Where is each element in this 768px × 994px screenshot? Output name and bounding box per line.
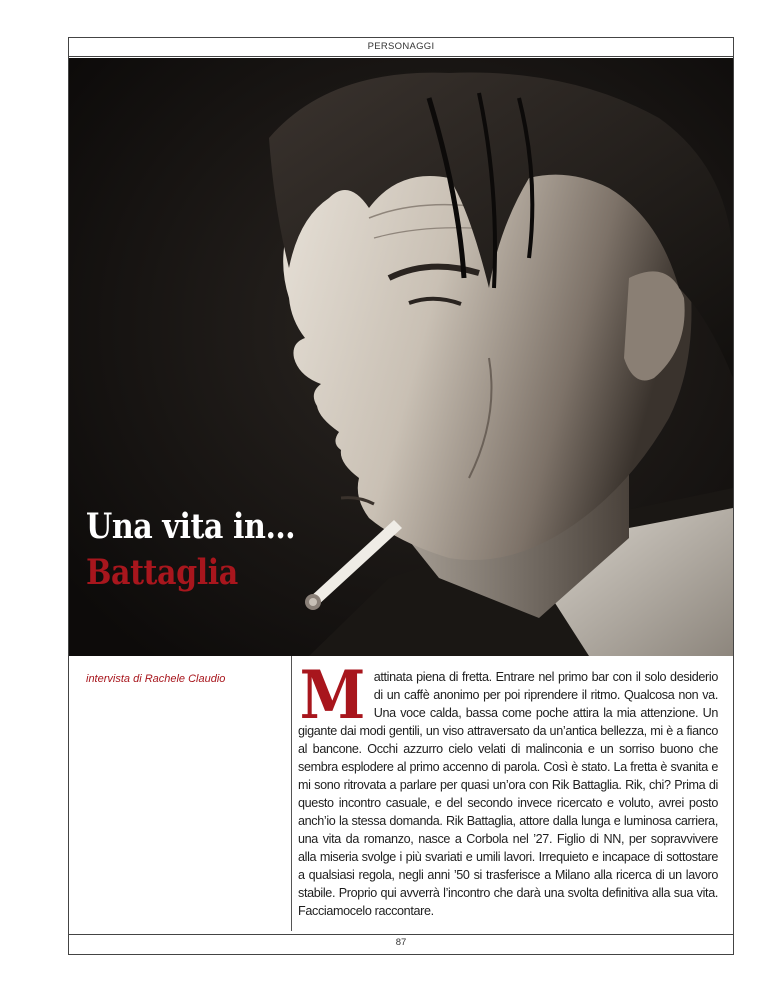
article-title [86,504,396,596]
page-number: 87 [395,937,407,948]
section-header: PERSONAGGI [68,37,734,57]
footer-rule [68,934,734,935]
article-body [298,656,718,920]
byline: intervista di Rachele Claudio [86,673,226,685]
article-text: attinata piena di fretta. Entrare nel primo bar con il solo desiderio di un caffè anonimo per poi riprendere il ritmo. Qualcosa non va. Una voce calda, bassa come poche attira la mia attenzione. Un gigante dai modi gentili, un viso attraversato da un’antica bellezza, mi è a fianco al bancone. Occhi azzurro cielo velati di malinconia e un sorriso buono che sembra esplodere al primo accenno di parola. Così è stato. La fretta è svanita e mi sono ritrovata a parlare per quasi un’ora con Rik Battaglia. Rik, chi? Prima di questo incontro casuale, e del secondo invece ricercato e voluto, avrei posto anch’io la stessa domanda. Rik Battaglia, attore dalla lunga e luminosa carriera, una vita da romanzo, nasce a Corbola nel ’27. Figlio di NN, per sopravvivere alla miseria svolge i più svariati e umili lavori. Irrequieto e incapace di sottostare a qualsiasi regola, negli anni ’50 si trasferisce a Milano alla ricerca di un lavoro stabile. Proprio qui avverrà l’incontro che darà una svolta definitiva alla sua vita. Facciamocelo raccontare. [298,670,718,918]
drop-cap: M [299,656,366,734]
column-divider [291,656,292,931]
title-line-2: Battaglia [86,552,238,593]
title-line-1: Una vita in… [86,506,296,547]
